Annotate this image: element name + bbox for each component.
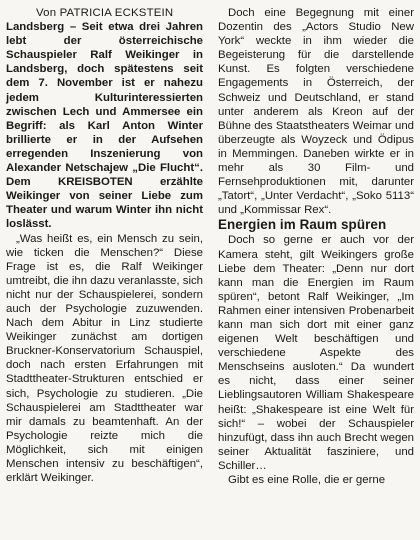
article-lead: Landsberg – Seit etwa drei Jahren lebt der österreichische Schauspieler Ralf Weikinger in Landsberg, doch spätestens seit dem 7. November ist er nahezu jedem Kulturinteressierten zwischen Lech und Ammersee ein Begriff: als Karl Anton Winter brillierte er in der Aufsehen erregenden Inszenierung von Alexander Netschajew „Die Flucht“. Dem KREISBOTEN erzählte Weikinger von seiner Liebe zum Theater und warum Winter ihn nicht loslässt. — [6, 21, 203, 231]
body-paragraph-2: Doch eine Begegnung mit einer Dozentin des „Actors Studio New York“ weckte in ihm wieder die Begeisterung für die darstellende Kunst. Es folgten verschiedene Engagements in Österreich, der Schweiz und Deutschland, er stand unter anderem als Kreon auf der Bühne des Staatstheaters Weimar und überzeugte als Woyzeck und Ödipus in Memmingen. Daneben wirkte er in mehr als 30 Film- und Fernsehproduktionen mit, darunter „Tatort“, „Unter Verdacht“, „Soko 5113“ und „Kommissar Rex“. — [218, 7, 414, 217]
body-paragraph-3: Doch so gerne er auch vor der Kamera steht, gilt Weikingers große Liebe dem Theater: „Denn nur dort kann man die Energien im Raum spüren“, betont Ralf Weikinger, „Im Rahmen einer intensiven Probenarbeit kann man sich dort mit einer ganz eigenen Welt beschäftigen und verschiedene Aspekte des Menschseins ausloten.“ Da wundert es nicht, dass einer seiner Lieblingsautoren William Shakespeare heißt: „Shakespeare ist eine Welt für sich!“ – wobei der Schauspieler hinzufügt, dass ihn auch Brecht wegen seiner Aktualität fasziniere, und Schiller… — [218, 234, 414, 472]
section-subheading: Energien im Raum spüren — [218, 217, 387, 233]
byline: Von PATRICIA ECKSTEIN — [36, 7, 174, 19]
body-paragraph-1: „Was heißt es, ein Mensch zu sein, wie ticken die Menschen?“ Diese Frage ist es, die Ralf Weikinger umtreibt, die ihn dazu veranlasste, sich nicht nur der Schauspielerei, sondern auch der Psychologie zuzuwenden. Nach dem Abitur in Linz studierte Weikinger zunächst am dortigen Bruckner-Konservatorium Schauspiel, doch nach ersten Erfahrungen mit Stadttheater-Strukturen entschied er sich, Psychologie zu studieren. „Die Schauspielerei am Stadttheater war mir damals zu beamtenhaft. An der Psychologie reizte mich die Möglichkeit, sich mit einigen Menschen intensiv zu beschäftigen“, erklärt Weikinger. — [6, 232, 203, 485]
article-column-left — [6, 6, 203, 485]
body-paragraph-4: Gibt es eine Rolle, die er gerne — [228, 474, 386, 486]
article-column-right — [218, 6, 414, 487]
